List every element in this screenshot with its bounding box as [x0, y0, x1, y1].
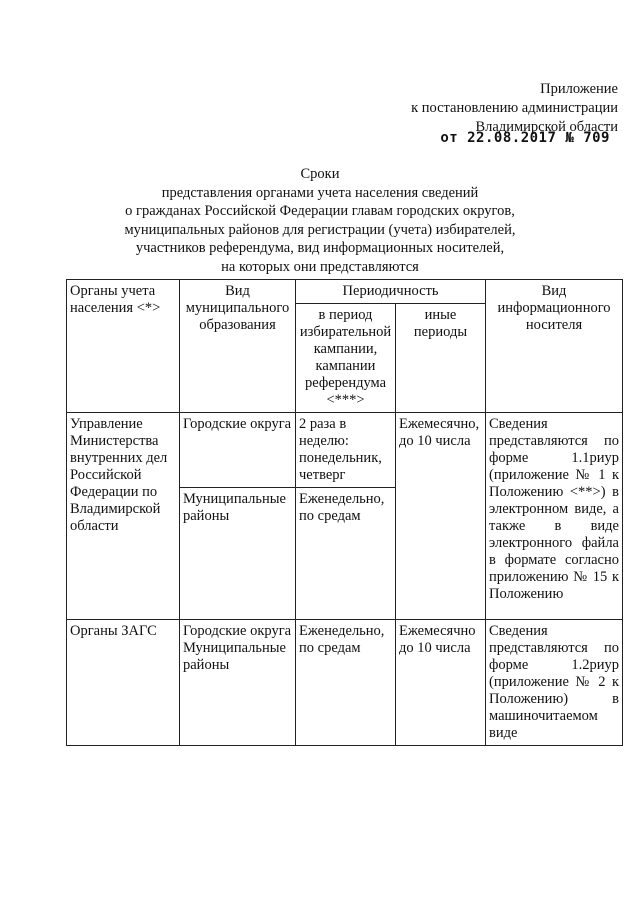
cell-campaign-period: 2 раза в неделю: понедельник, четверг: [296, 413, 396, 488]
header-campaign-period: в период избирательной кампании, кампании референдума <***>: [296, 304, 396, 413]
title-line: на которых они представляются: [221, 258, 419, 275]
header-municipality-type: Вид муниципального образования: [180, 280, 296, 413]
approval-block: [411, 80, 618, 137]
cell-medium: Сведения представляются по форме 1.1риур (приложение № 1 к Положению <**>) в электронном виде, а также в виде электронного файла в формате согласно приложению № 15 к Положению: [486, 413, 623, 620]
cell-other-periods: Ежемесячно до 10 числа: [396, 620, 486, 746]
title-line: о гражданах Российской Федерации главам городских округов,: [125, 203, 515, 219]
cell-other-periods: Ежемесячно, до 10 числа: [396, 413, 486, 620]
cell-medium: Сведения представляются по форме 1.2риур (приложение № 2 к Положению) в машиночитаемом виде: [486, 620, 623, 746]
header-other-periods: иные периоды: [396, 304, 486, 413]
title-line: муниципальных районов для регистрации (учета) избирателей,: [124, 221, 516, 238]
approval-line: Владимирской области: [475, 119, 618, 135]
table-row: [67, 413, 623, 488]
deadlines-table: [66, 279, 623, 746]
cell-organ: Органы ЗАГС: [67, 620, 180, 746]
table-header-row: [67, 280, 623, 304]
cell-campaign-period: Еженедельно, по средам: [296, 488, 396, 620]
approval-line: Приложение: [540, 81, 618, 97]
cell-organ: Управление Министерства внутренних дел Российской Федерации по Владимирской области: [67, 413, 180, 620]
title-line: участников референдума, вид информационных носителей,: [135, 240, 505, 256]
cell-municipality-type: Городские округа: [180, 413, 296, 488]
header-periodicity: Периодичность: [296, 280, 486, 304]
cell-municipality-type: Муниципальные районы: [180, 488, 296, 620]
header-organs: Органы учета населения <*>: [67, 280, 180, 413]
title-line: представления органами учета населения сведений: [161, 184, 479, 201]
date-number-stamp: от 22.08.2017 № 709: [440, 130, 610, 146]
document-title: [120, 165, 520, 276]
title-line: Сроки: [300, 166, 340, 182]
cell-campaign-period: Еженедельно, по средам: [296, 620, 396, 746]
cell-municipality-type: Городские округа Муниципальные районы: [180, 620, 296, 746]
table-row: [67, 620, 623, 746]
header-medium: Вид информационного носителя: [486, 280, 623, 413]
approval-line: к постановлению администрации: [411, 100, 618, 116]
